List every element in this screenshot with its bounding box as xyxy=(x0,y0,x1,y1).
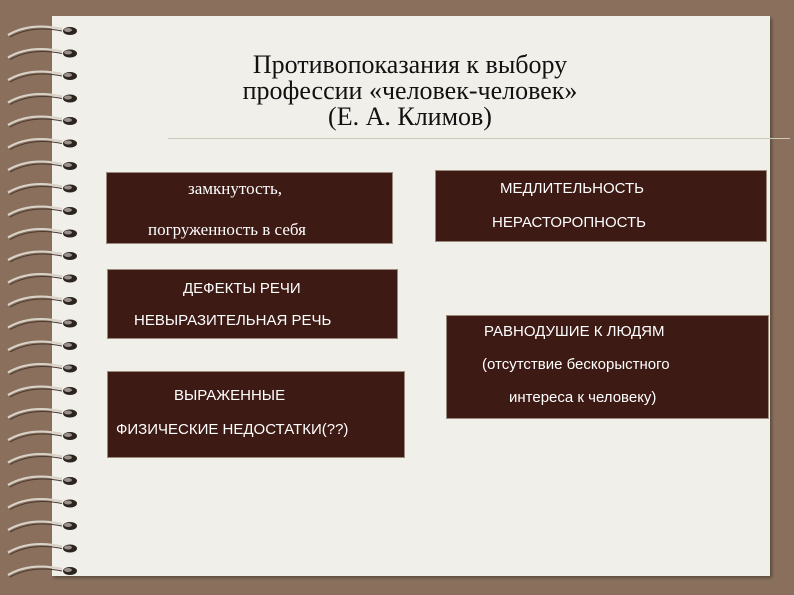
indifference-line-1: РАВНОДУШИЕ К ЛЮДЯМ xyxy=(484,323,665,340)
spiral-ring xyxy=(8,94,77,104)
title-line-2: профессии «человек-человек» xyxy=(242,76,578,105)
spiral-ring xyxy=(8,297,77,307)
spiral-ring xyxy=(8,207,77,217)
title-line-1: Противопоказания к выбору xyxy=(252,50,568,79)
spiral-ring xyxy=(8,139,77,149)
slowness-line-1: МЕДЛИТЕЛЬНОСТЬ xyxy=(500,180,644,197)
indifference-line-2: (отсутствие бескорыстного xyxy=(482,356,670,373)
spiral-ring xyxy=(8,252,77,262)
spiral-ring xyxy=(8,319,77,329)
speech-line-2: НЕВЫРАЗИТЕЛЬНАЯ РЕЧЬ xyxy=(134,312,332,329)
indifference-line-3: интереса к человеку) xyxy=(509,389,657,406)
spiral-ring xyxy=(8,117,77,127)
spiral-binding xyxy=(0,0,90,595)
title-line-3: (Е. А. Климов) xyxy=(328,102,492,131)
slowness-line-2: НЕРАСТОРОПНОСТЬ xyxy=(492,214,646,231)
spiral-ring xyxy=(8,72,77,82)
spiral-ring xyxy=(8,522,77,532)
slide-title xyxy=(230,52,590,130)
closedness-line-1: замкнутость, xyxy=(188,179,282,198)
closedness-box xyxy=(106,172,393,244)
spiral-ring xyxy=(8,184,77,194)
spiral-ring xyxy=(8,274,77,284)
slowness-box xyxy=(435,170,767,242)
spiral-ring xyxy=(8,432,77,442)
physical-line-1: ВЫРАЖЕННЫЕ xyxy=(174,387,286,404)
spiral-ring xyxy=(8,49,77,59)
spiral-ring xyxy=(8,387,77,397)
spiral-ring xyxy=(8,477,77,487)
spiral-ring xyxy=(8,27,77,37)
speech-box xyxy=(107,269,398,339)
spiral-ring xyxy=(8,544,77,554)
closedness-line-2: погруженность в себя xyxy=(148,220,306,239)
spiral-ring xyxy=(8,454,77,464)
spiral-ring xyxy=(8,342,77,352)
spiral-ring xyxy=(8,364,77,374)
physical-line-2: ФИЗИЧЕСКИЕ НЕДОСТАТКИ(??) xyxy=(116,421,349,438)
physical-box xyxy=(107,371,405,458)
speech-line-1: ДЕФЕКТЫ РЕЧИ xyxy=(183,280,301,297)
spiral-ring xyxy=(8,567,77,577)
spiral-ring xyxy=(8,499,77,509)
indifference-box xyxy=(446,315,769,419)
spiral-ring xyxy=(8,409,77,419)
spiral-ring xyxy=(8,162,77,172)
title-divider xyxy=(168,138,790,139)
spiral-ring xyxy=(8,229,77,239)
